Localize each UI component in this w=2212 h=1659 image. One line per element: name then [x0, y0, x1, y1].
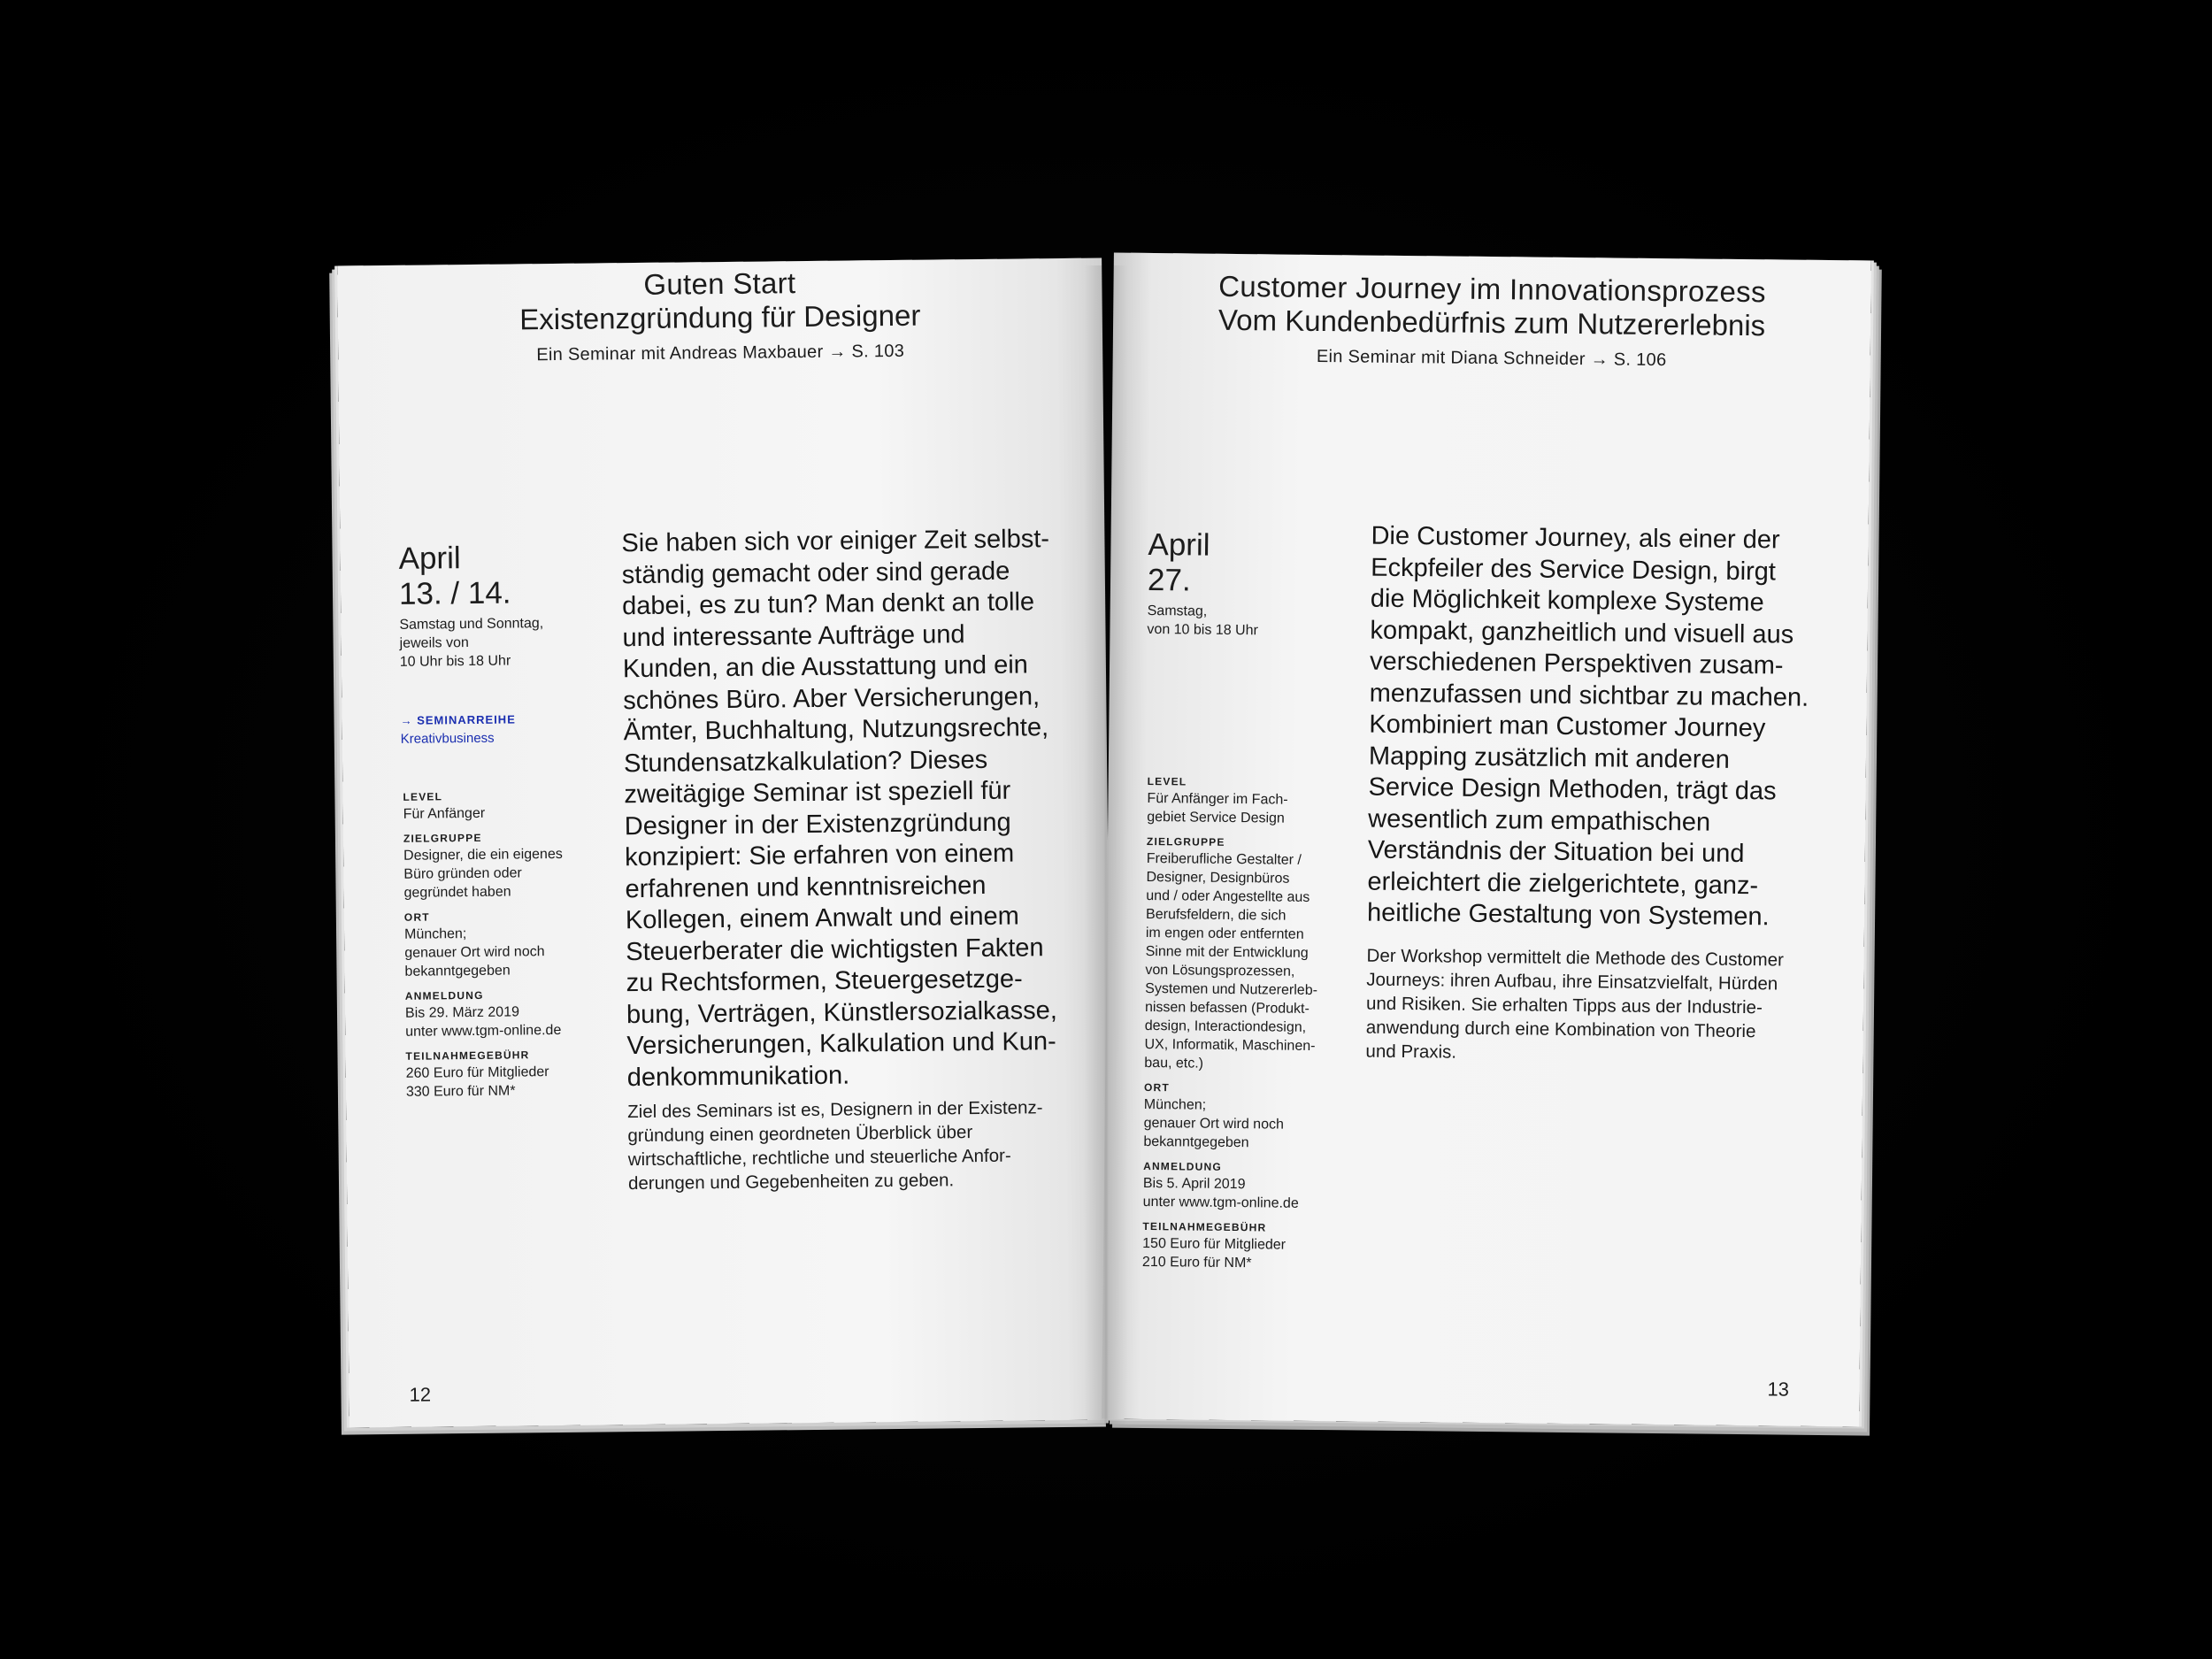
info-level — [403, 787, 580, 824]
info-anmeldung — [1143, 1158, 1339, 1213]
info-value: München; genauer Ort wird noch bekanntgegeben — [403, 926, 545, 979]
info-value: 150 Euro für Mitglieder 210 Euro für NM* — [1141, 1235, 1286, 1271]
info-value: Für Anfänger — [403, 805, 486, 822]
info-zielgruppe — [403, 829, 581, 902]
right-page-title: Customer Journey im Innovationsprozess — [1218, 269, 1766, 309]
info-label: LEVEL — [1147, 774, 1187, 788]
info-level — [1147, 773, 1342, 828]
info-label: TEILNAHMEGEBÜHR — [405, 1048, 530, 1063]
left-date-day: 13. / 14. — [398, 575, 511, 611]
info-ort — [404, 908, 582, 981]
right-page — [1102, 253, 1871, 1427]
left-date-time: Samstag und Sonntag, jeweils von 10 Uhr bis 18 Uhr — [399, 616, 544, 670]
right-page-header — [1113, 253, 1871, 373]
info-value: Bis 5. April 2019 unter www.tgm-online.de — [1142, 1175, 1299, 1211]
info-value: Für Anfänger im Fach- gebiet Service Design — [1147, 790, 1288, 826]
left-body-text: Sie haben sich vor einiger Zeit selbst- ständig gemacht oder sind gerade dabei, es zu tun? Man denkt an tolle und interessante Aufträge und Kunden, an die Ausstattung und ein schönes Büro. Aber Versicherungen, Ämter, Buchhaltung, Nutzungsrechte, Stundensatzkalkulation? Dieses zweitägige Seminar ist speziell für Designer in der Existenzgründung konzipiert: Sie erfahren von einem erfahrenen und kenntnisreichen Kollegen, einem Anwalt und einem Steuerberater die wichtigsten Fakten zu Rechtsformen, Steuergesetzge- bung, Verträgen, Künstlersozialkasse, Versicherungen, Kalkulation und Kun- denkommunikation. — [621, 525, 1058, 1092]
info-label: LEVEL — [403, 790, 443, 803]
series-name: Kreativbusiness — [400, 730, 495, 747]
left-page-subtitle: Existenzgründung für Designer — [519, 298, 921, 336]
left-page-title: Guten Start — [643, 266, 796, 301]
info-value: 260 Euro für Mitglieder 330 Euro für NM* — [405, 1064, 549, 1100]
right-date-block — [1147, 527, 1259, 640]
info-teilnahmegebuehr — [405, 1047, 583, 1102]
left-date-block — [398, 540, 543, 672]
info-value: Bis 29. März 2019 unter www.tgm-online.de — [404, 1004, 562, 1040]
right-page-subtitle: Vom Kundenbedürfnis zum Nutzererlebnis — [1217, 303, 1766, 342]
info-label: ORT — [1143, 1080, 1171, 1094]
info-value: Designer, die ein eigenes Büro gründen oder gegründet haben — [403, 846, 563, 901]
seminar-series — [400, 710, 516, 748]
left-page-header — [337, 258, 1102, 368]
right-page-seminar-meta: Ein Seminar mit Diana Schneider → S. 106 — [1316, 346, 1667, 371]
right-date-day: 27. — [1147, 562, 1191, 598]
left-body-small: Ziel des Seminars ist es, Designern in der Existenz- gründung einen geordneten Überblick über wirtschaftliche, rechtliche und steuerliche Anfor- derungen und Gegebenheiten zu geben. — [627, 1097, 1043, 1194]
left-page — [337, 258, 1114, 1428]
info-label: ORT — [403, 910, 430, 924]
left-page-number: 12 — [409, 1383, 432, 1406]
info-value: München; genauer Ort wird noch bekanntgegeben — [1143, 1096, 1285, 1151]
info-zielgruppe — [1144, 833, 1341, 1074]
left-info-list — [403, 787, 583, 1109]
info-label: ZIELGRUPPE — [403, 831, 482, 845]
right-date-month: April — [1148, 526, 1210, 563]
right-body-text: Die Customer Journey, als einer der Eckpfeiler des Service Design, birgt die Möglichkeit komplexe Systeme kompakt, ganzheitlich und visuell aus verschiedenen Perspektiven zusam- menzufassen und sichtbar zu machen. Kombiniert man Customer Journey Mapping zusätzlich mit anderen Service Design Methoden, trägt das wesentlich zum empathischen Verständnis der Situation bei und erleichtert die zielgerichtete, ganz- heitliche Gestaltung von Systemen. — [1366, 521, 1809, 932]
right-page-number: 13 — [1767, 1378, 1790, 1401]
info-label: ANMELDUNG — [1143, 1159, 1222, 1173]
info-ort — [1143, 1079, 1339, 1153]
info-value: Freiberufliche Gestalter / Designer, Designbüros und / oder Angestellte aus Berufsfeldern, die sich im engen oder entfernten Sinne mit der Entwicklung von Lösungsprozessen, Systemen und Nutzererleb- nissen befassen (Produkt- design, Interactiondesign, UX, Informatik, Maschinen- bau, etc.) — [1144, 850, 1318, 1071]
left-page-seminar-meta: Ein Seminar mit Andreas Maxbauer → S. 103 — [536, 341, 905, 365]
info-label: ZIELGRUPPE — [1146, 834, 1225, 849]
left-date-month: April — [398, 541, 461, 576]
right-info-list — [1142, 773, 1342, 1280]
right-date-time: Samstag, von 10 bis 18 Uhr — [1147, 603, 1258, 639]
series-label: → SEMINARREIHE — [400, 712, 516, 727]
info-label: TEILNAHMEGEBÜHR — [1142, 1219, 1267, 1234]
right-body-small: Der Workshop vermittelt die Methode des Customer Journeys: ihren Aufbau, ihre Einsatzvielfalt, Hürden und Risiken. Sie erhalten Tipps aus der Industrie- anwendung durch eine Kombination von Theorie und Praxis. — [1365, 945, 1785, 1063]
info-label: ANMELDUNG — [404, 988, 484, 1002]
info-teilnahmegebuehr — [1142, 1218, 1338, 1273]
info-anmeldung — [405, 987, 583, 1041]
